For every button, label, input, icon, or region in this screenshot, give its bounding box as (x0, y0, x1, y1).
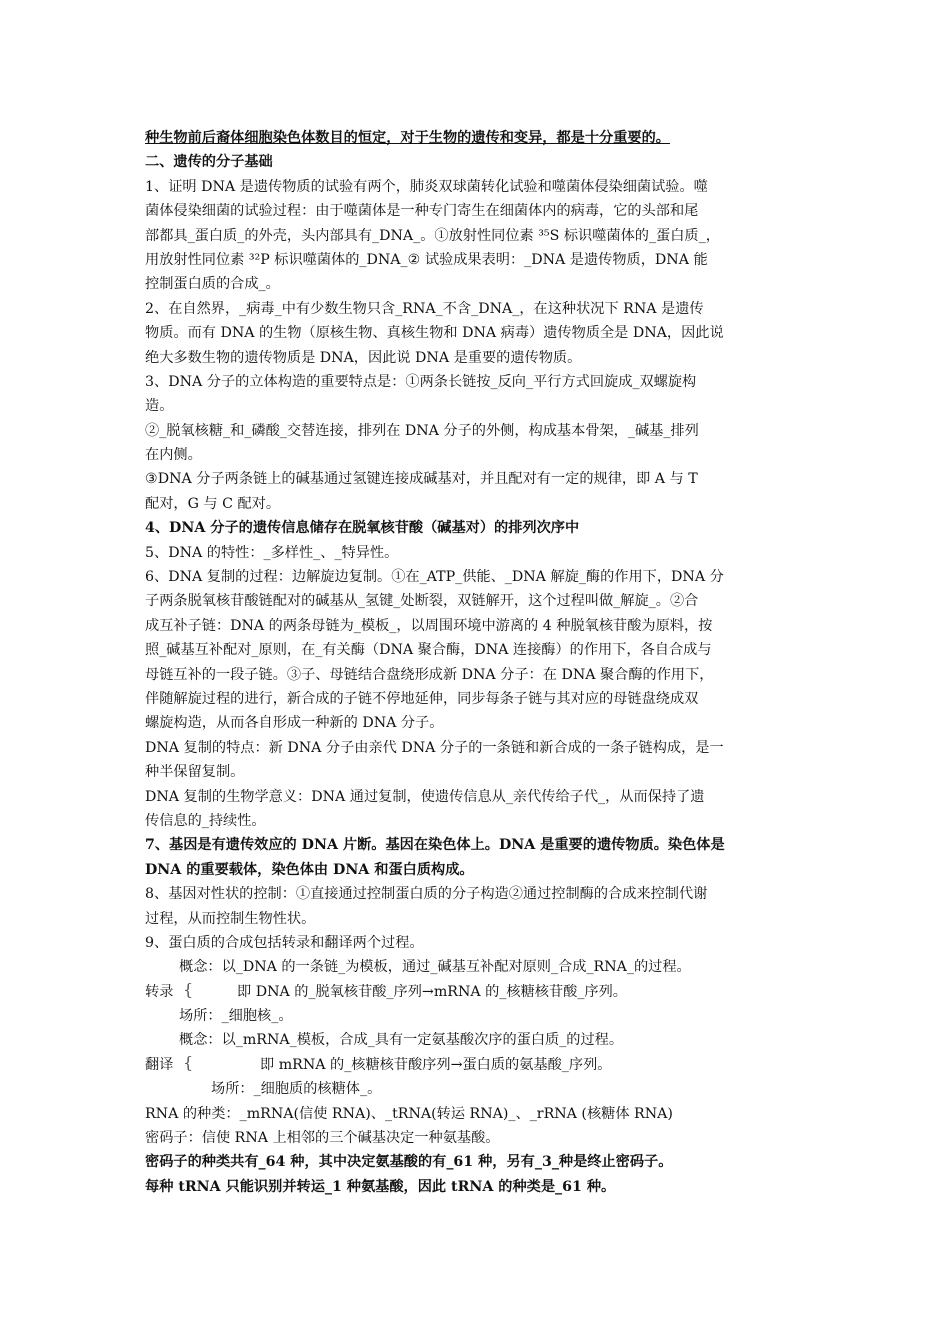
text-line: RNA 的种类：_mRNA(信使 RNA)、_tRNA(转运 RNA)_、_rRNA (核糖体 RNA) (145, 1105, 673, 1122)
text-line: 6、DNA 复制的过程：边解旋边复制。①在_ATP_供能、_DNA 解旋_酶的作用下，DNA 分 (145, 569, 724, 586)
text-line: 照_碱基互补配对_原则，在_有关酶（DNA 聚合酶，DNA 连接酶）的作用下，各自合成与 (145, 642, 712, 659)
text-line: 造。 (145, 398, 174, 415)
text-line: 8、基因对性状的控制：①直接通过控制蛋白质的分子构造②通过控制酶的合成来控制代谢 (145, 886, 708, 903)
transcription-place: 场所：_细胞核_。 (179, 1008, 293, 1025)
brace-icon: { (183, 1052, 194, 1072)
section-heading: 二、遗传的分子基础 (145, 154, 273, 171)
transcription-label: 转录 (145, 983, 174, 1000)
text-line: DNA 复制的生物学意义：DNA 通过复制，使遗传信息从_亲代传给子代_，从而保持了遗 (145, 788, 705, 805)
text-line: 1、证明 DNA 是遗传物质的试验有两个，肺炎双球菌转化试验和噬菌体侵染细菌试验。噬 (145, 178, 708, 195)
document-page (145, 126, 815, 1199)
text-line: DNA 复制的特点：新 DNA 分子由亲代 DNA 分子的一条链和新合成的一条子链构成，是一 (145, 739, 724, 756)
text-line: 7、基因是有遗传效应的 DNA 片断。基因在染色体上。DNA 是重要的遗传物质。染色体是 (145, 837, 725, 854)
transcription-concept: 概念：以_DNA 的一条链_为模板，通过_碱基互补配对原则_合成_RNA_的过程。 (179, 959, 691, 976)
text-line: 2、在自然界，_病毒_中有少数生物只含_RNA_不含_DNA_，在这种状况下 RNA 是遗传 (145, 300, 704, 317)
text-line: 每种 tRNA 只能识别并转运_1 种氨基酸，因此 tRNA 的种类是_61 种。 (145, 1178, 616, 1195)
text-line: 子两条脱氧核苷酸链配对的碱基从_氢键_处断裂，双链解开，这个过程叫做_解旋_。②合 (145, 593, 699, 610)
text-line: 4、DNA 分子的遗传信息储存在脱氧核苷酸（碱基对）的排列次序中 (145, 520, 580, 537)
transcription-detail: 即 DNA 的_脱氧核苷酸_序列→mRNA 的_核糖核苷酸_序列。 (237, 983, 627, 1000)
text-line: 配对，G 与 C 配对。 (145, 495, 281, 512)
translation-detail-row (145, 1053, 815, 1077)
text-line: 母链互补的一段子链。③子、母链结合盘绕形成新 DNA 分子：在 DNA 聚合酶的作用下， (145, 666, 714, 683)
text-line: ②_脱氧核糖_和_磷酸_交替连接，排列在 DNA 分子的外侧，构成基本骨架，_碱基_排列 (145, 422, 699, 439)
text-line: 菌体侵染细菌的试验过程：由于噬菌体是一种专门寄生在细菌体内的病毒，它的头部和尾 (145, 203, 699, 220)
translation-place: 场所：_细胞质的核糖体_。 (211, 1081, 382, 1098)
translation-detail: 即 mRNA 的_核糖核苷酸序列→蛋白质的氨基酸_序列。 (260, 1056, 612, 1073)
text-line: 3、DNA 分子的立体构造的重要特点是：①两条长链按_反向_平行方式回旋成_双螺旋构 (145, 373, 697, 390)
text-line: ③DNA 分子两条链上的碱基通过氢键连接成碱基对，并且配对有一定的规律，即 A 与 T (145, 471, 698, 488)
text-line: 绝大多数生物的遗传物质是 DNA，因此说 DNA 是重要的遗传物质。 (145, 349, 582, 366)
text-line: 种半保留复制。 (145, 764, 245, 781)
text-line: 过程，从而控制生物性状。 (145, 910, 316, 927)
text-line: 传信息的_持续性。 (145, 812, 266, 829)
text-line: 螺旋构造，从而各自形成一种新的 DNA 分子。 (145, 715, 444, 732)
text-line: 9、蛋白质的合成包括转录和翻译两个过程。 (145, 934, 424, 951)
text-line: 密码子的种类共有_64 种，其中决定氨基酸的有_61 种，另有_3_种是终止密码子。 (145, 1154, 673, 1171)
text-line: DNA 的重要载体，染色体由 DNA 和蛋白质构成。 (145, 861, 474, 878)
text-line: 5、DNA 的特性：_多样性_、_特异性。 (145, 544, 399, 561)
text-line: 用放射性同位素 ³²P 标识噬菌体的_DNA_② 试验成果表明：_DNA 是遗传物质，DNA 能 (145, 251, 708, 268)
text-line: 在内侧。 (145, 447, 202, 464)
text-line: 成互补子链：DNA 的两条母链为_模板_，以周围环境中游离的 4 种脱氧核苷酸为原料，按 (145, 617, 713, 634)
text-line: 密码子：信使 RNA 上相邻的三个碱基决定一种氨基酸。 (145, 1130, 500, 1147)
translation-label: 翻译 (145, 1056, 174, 1073)
text-line: 控制蛋白质的合成_。 (145, 276, 280, 293)
brace-icon: { (183, 979, 194, 999)
translation-concept: 概念：以_mRNA_模板，合成_具有一定氨基酸次序的蛋白质_的过程。 (179, 1032, 624, 1049)
text-line: 伴随解旋过程的进行，新合成的子链不停地延伸，同步每条子链与其对应的母链盘绕成双 (145, 690, 699, 707)
text-line: 种生物前后裔体细胞染色体数目的恒定，对于生物的遗传和变异，都是十分重要的。 (145, 130, 670, 146)
text-line: 部都具_蛋白质_的外壳，头内部具有_DNA_。①放射性同位素 ³⁵S 标识噬菌体的_蛋白质_， (145, 227, 720, 244)
text-line: 物质。而有 DNA 的生物（原核生物、真核生物和 DNA 病毒）遗传物质全是 DNA，因此说 (145, 325, 724, 342)
transcription-detail-row (145, 980, 815, 1004)
